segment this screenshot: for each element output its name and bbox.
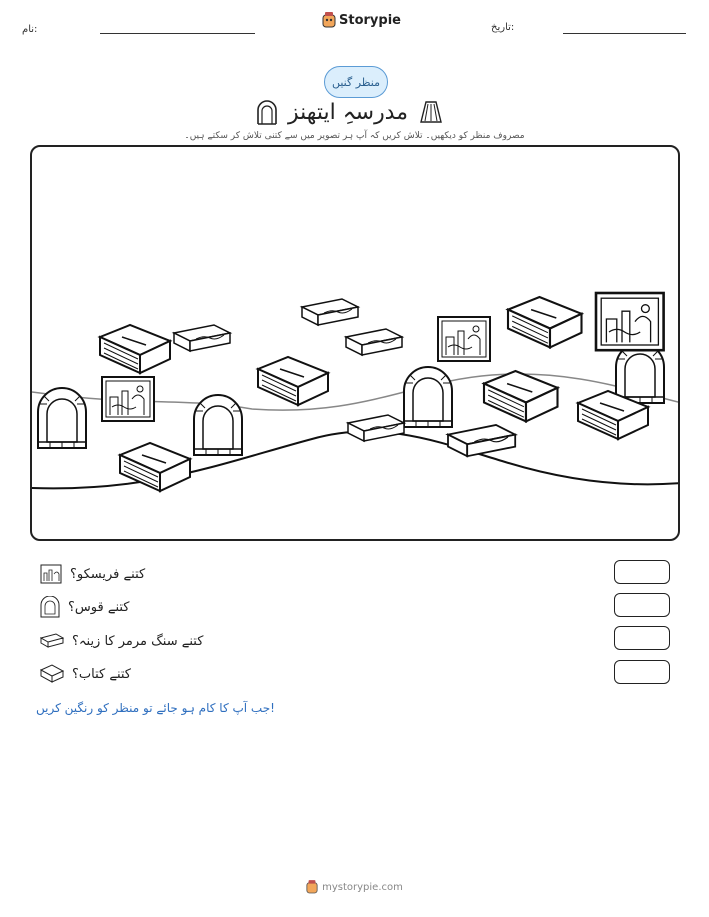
- logo-icon: [306, 880, 318, 894]
- fresco-icon: [40, 564, 62, 584]
- scene-item-arch: [38, 388, 86, 448]
- scene-item-step: [448, 425, 515, 456]
- question-text: کتنے فریسکو؟: [70, 566, 146, 582]
- page-title: مدرسہِ ایتھنز: [287, 99, 409, 125]
- question-text: کتنے کتاب؟: [72, 666, 131, 682]
- scene-frame: [30, 145, 680, 541]
- coloring-note: جب آپ کا کام ہو جائے تو منظر کو رنگین کریں!: [36, 701, 275, 715]
- date-label: تاریخ:: [491, 22, 515, 33]
- marble-step-icon: [40, 633, 64, 649]
- arch-icon: [256, 99, 278, 125]
- arch-icon: [40, 596, 60, 618]
- instructions: مصروف منظر کو دیکھیں۔ تلاش کریں کہ آپ ہر تصویر میں سے کتنی تلاش کر سکتے ہیں۔: [184, 131, 525, 141]
- scene-item-step: [348, 415, 404, 441]
- title-row: [250, 94, 450, 130]
- toga-icon: [418, 99, 444, 125]
- question-fresco: [40, 561, 145, 587]
- scene-item-fresco: [102, 377, 154, 421]
- question-marble-step: [40, 628, 203, 654]
- scene-illustration: [32, 147, 680, 541]
- scene-item-fresco: [596, 293, 664, 350]
- scene-item-book: [484, 371, 558, 421]
- name-label: نام:: [22, 24, 38, 35]
- question-book: [40, 661, 131, 687]
- book-icon: [40, 664, 64, 684]
- scene-item-step: [174, 325, 230, 351]
- brand-logo: [322, 12, 401, 28]
- footer-site[interactable]: mystorypie.com: [322, 881, 403, 893]
- scene-item-arch: [194, 395, 242, 455]
- answer-box-fresco[interactable]: [614, 560, 670, 584]
- scene-item-arch: [404, 367, 452, 427]
- scene-item-book: [508, 297, 582, 347]
- scene-item-book: [100, 325, 170, 373]
- scene-item-arch: [616, 343, 664, 403]
- logo-icon: [322, 12, 336, 28]
- question-text: کتنے قوس؟: [68, 599, 130, 615]
- question-arch: [40, 594, 129, 620]
- answer-box-marble-step[interactable]: [614, 626, 670, 650]
- answer-box-arch[interactable]: [614, 593, 670, 617]
- brand-name: Storypie: [339, 12, 401, 28]
- answer-box-book[interactable]: [614, 660, 670, 684]
- question-text: کتنے سنگ مرمر کا زینہ؟: [72, 633, 204, 649]
- scene-item-book: [258, 357, 328, 405]
- scene-item-fresco: [438, 317, 490, 361]
- date-field[interactable]: [563, 33, 686, 34]
- scene-item-step: [302, 299, 358, 325]
- name-field[interactable]: [100, 33, 255, 34]
- scene-item-step: [346, 329, 402, 355]
- footer: [0, 880, 709, 894]
- badge: منظر گنیں: [324, 66, 388, 98]
